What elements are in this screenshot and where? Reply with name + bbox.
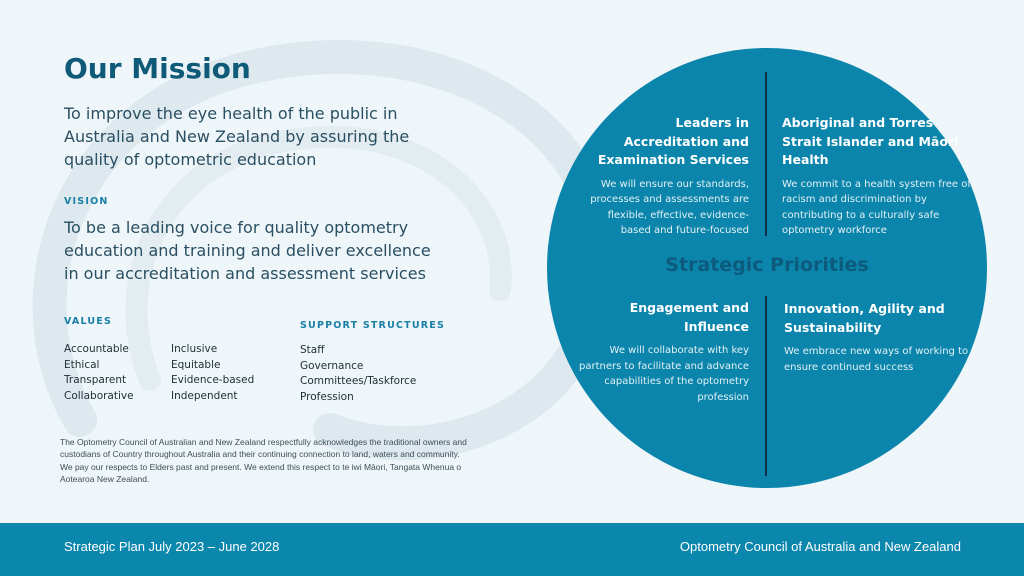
support-structure-item: Governance (300, 359, 364, 372)
mission-statement: To improve the eye health of the public in Australia and New Zealand by assuring the quality of optometric education (64, 104, 410, 169)
value-item: Equitable (171, 358, 221, 371)
priority-description: We will collaborate with key partners to facilitate and advance capabilities of the optometry profession (579, 345, 749, 403)
value-item: Accountable (64, 343, 129, 355)
priority-leaders-accreditation (579, 114, 749, 239)
vision-heading: VISION (64, 196, 109, 207)
value-item: Transparent (64, 374, 127, 386)
support-structure-item: Profession (300, 390, 354, 403)
support-structures-list (300, 343, 416, 405)
priority-description: We will ensure our standards, processes and assessments are flexible, effective, evidence-based and future-focused (590, 178, 749, 236)
priorities-divider-bottom (765, 296, 767, 476)
support-structures-heading: SUPPORT STRUCTURES (300, 320, 445, 331)
priority-description: We embrace new ways of working to ensure continued success (784, 346, 969, 373)
values-heading: VALUES (64, 316, 113, 327)
value-item: Collaborative (64, 389, 134, 402)
priorities-divider-top (765, 72, 767, 236)
priority-description: We commit to a health system free of racism and discrimination by contributing to a culturally safe optometry workforce (782, 178, 971, 236)
priority-innovation-agility (784, 300, 974, 375)
priority-title: Innovation, Agility and Sustainability (784, 301, 945, 335)
value-item: Independent (171, 389, 238, 402)
footer-plan-period: Strategic Plan July 2023 – June 2028 (64, 539, 280, 554)
value-item: Ethical (64, 358, 100, 371)
support-structure-item: Staff (300, 344, 325, 356)
value-item: Inclusive (171, 343, 218, 355)
values-list-column-2 (171, 342, 254, 404)
priority-title: Aboriginal and Torres Strait Islander and Māori Health (782, 115, 959, 167)
support-structure-item: Committees/Taskforce (300, 375, 417, 387)
priority-title: Engagement and Influence (629, 300, 749, 334)
values-list-column-1 (64, 342, 134, 404)
mission-title: Our Mission (64, 52, 251, 85)
value-item: Evidence-based (171, 374, 255, 386)
acknowledgement-of-country: The Optometry Council of Australian and New Zealand respectfully acknowledges the traditional owners and custodians of Country throughout Australia and their continuing connection to land, waters and community. We pay our respects to Elders past and present. We extend this respect to te iwi Māori, Tangata Whenua o Aotearoa New Zealand. (60, 437, 467, 484)
strategic-priorities-title: Strategic Priorities (665, 254, 869, 276)
footer-bar (0, 523, 1024, 576)
priority-aboriginal-maori-health (782, 114, 972, 239)
footer-organisation-name: Optometry Council of Australia and New Zealand (679, 539, 961, 554)
priority-title: Leaders in Accreditation and Examination Services (597, 115, 749, 167)
vision-statement: To be a leading voice for quality optometry education and training and deliver excellence in our accreditation and assessment services (64, 218, 431, 283)
priority-engagement-influence (579, 299, 749, 405)
